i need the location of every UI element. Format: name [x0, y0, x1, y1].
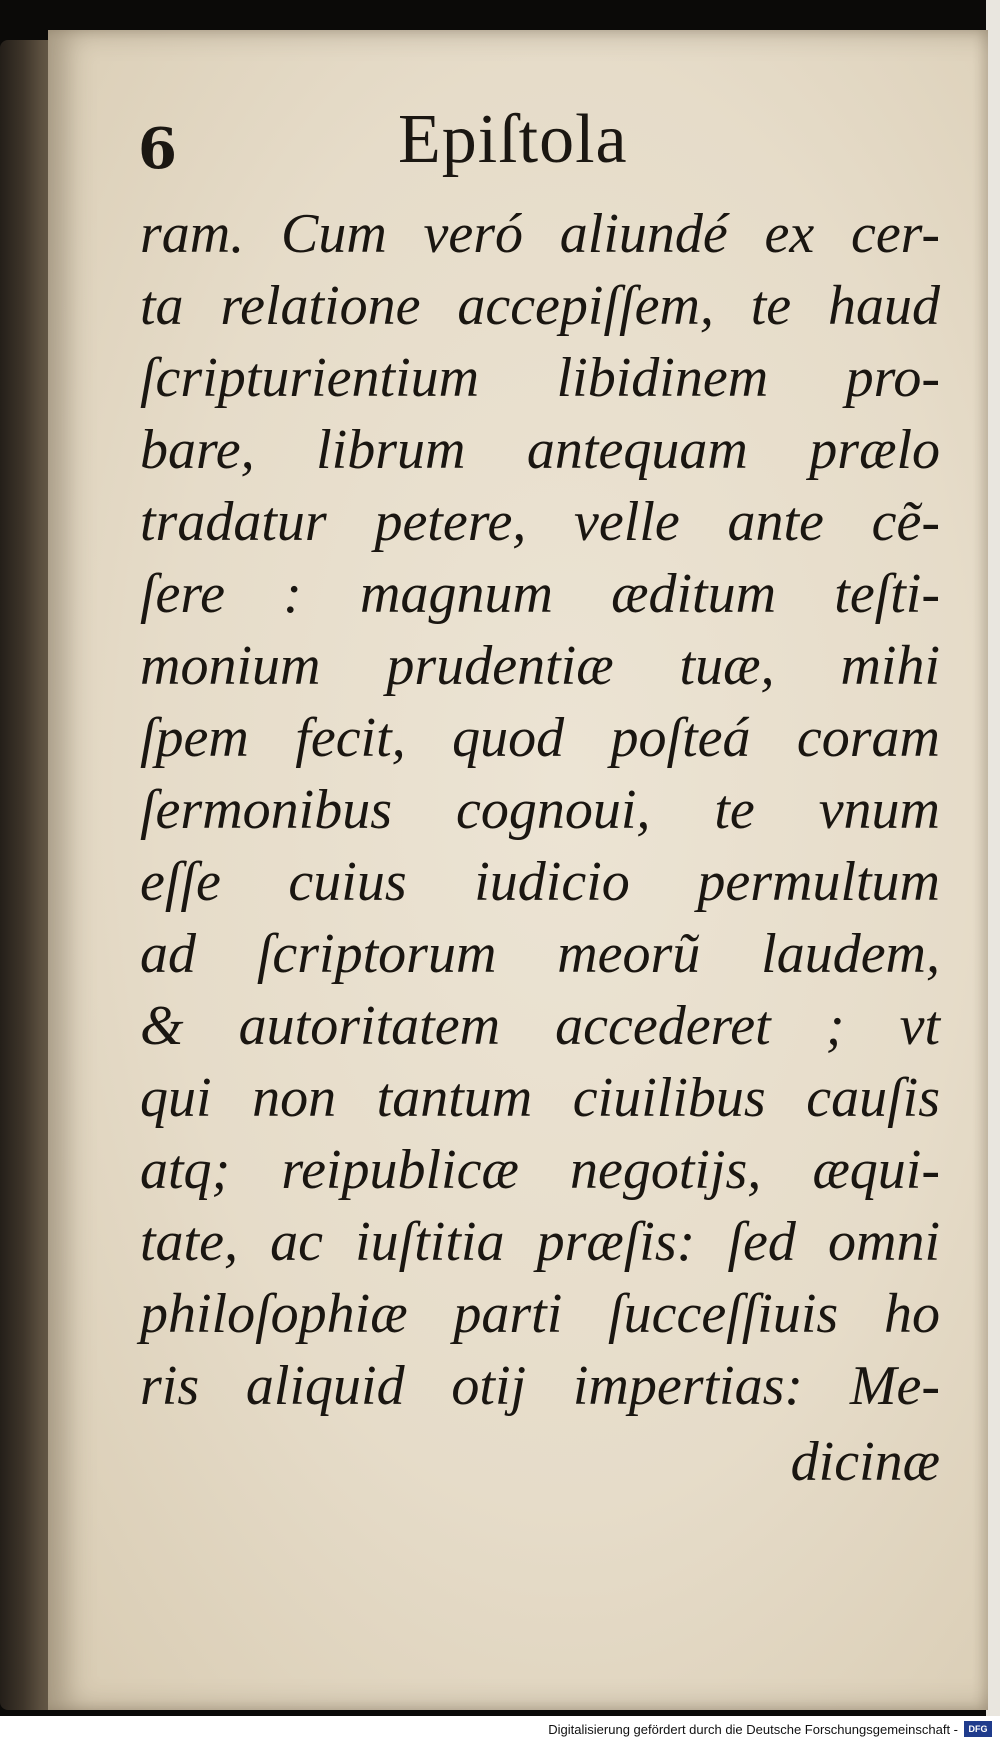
text-line: & autoritatem accederet ; vt — [140, 995, 940, 1057]
text-line: atq; reipublicæ negotijs, æqui- — [140, 1139, 940, 1201]
page-right-margin — [986, 0, 1000, 1744]
text-line: ris aliquid otij impertias: Me- — [140, 1355, 940, 1417]
running-title: Epiſtola — [398, 101, 628, 178]
book-page — [48, 30, 988, 1710]
body-text — [140, 198, 940, 1498]
text-line: eſſe cuius iudicio permultum — [140, 851, 940, 913]
text-line: ſcripturientium libidinem pro- — [140, 347, 940, 409]
text-line: tate, ac iuſtitia præſis: ſed omni — [140, 1211, 940, 1273]
text-line: tradatur petere, velle ante cẽ- — [140, 491, 940, 553]
page-number: 6 — [138, 116, 177, 182]
text-line: ſermonibus cognoui, te vnum — [140, 779, 940, 841]
text-line: ad ſcriptorum meorũ laudem, — [140, 923, 940, 985]
page-header — [138, 90, 858, 200]
text-line: philoſophiæ parti ſucceſſiuis ho — [140, 1283, 940, 1345]
dfg-logo: DFG — [964, 1721, 992, 1737]
digitization-footer — [0, 1716, 1000, 1744]
text-line: ſere : magnum æditum teſti- — [140, 563, 940, 625]
text-line: ſpem fecit, quod poſteá coram — [140, 707, 940, 769]
text-line: ta relatione accepiſſem, te haud — [140, 275, 940, 337]
catchword: dicinæ — [790, 1431, 940, 1493]
text-line: monium prudentiæ tuæ, mihi — [140, 635, 940, 697]
text-line: qui non tantum ciuilibus cauſis — [140, 1067, 940, 1129]
funding-notice: Digitalisierung gefördert durch die Deutsche Forschungsgemeinschaft - — [548, 1722, 958, 1737]
text-line: ram. Cum veró aliundé ex cer- — [140, 203, 940, 265]
text-line: bare, librum antequam prælo — [140, 419, 940, 481]
